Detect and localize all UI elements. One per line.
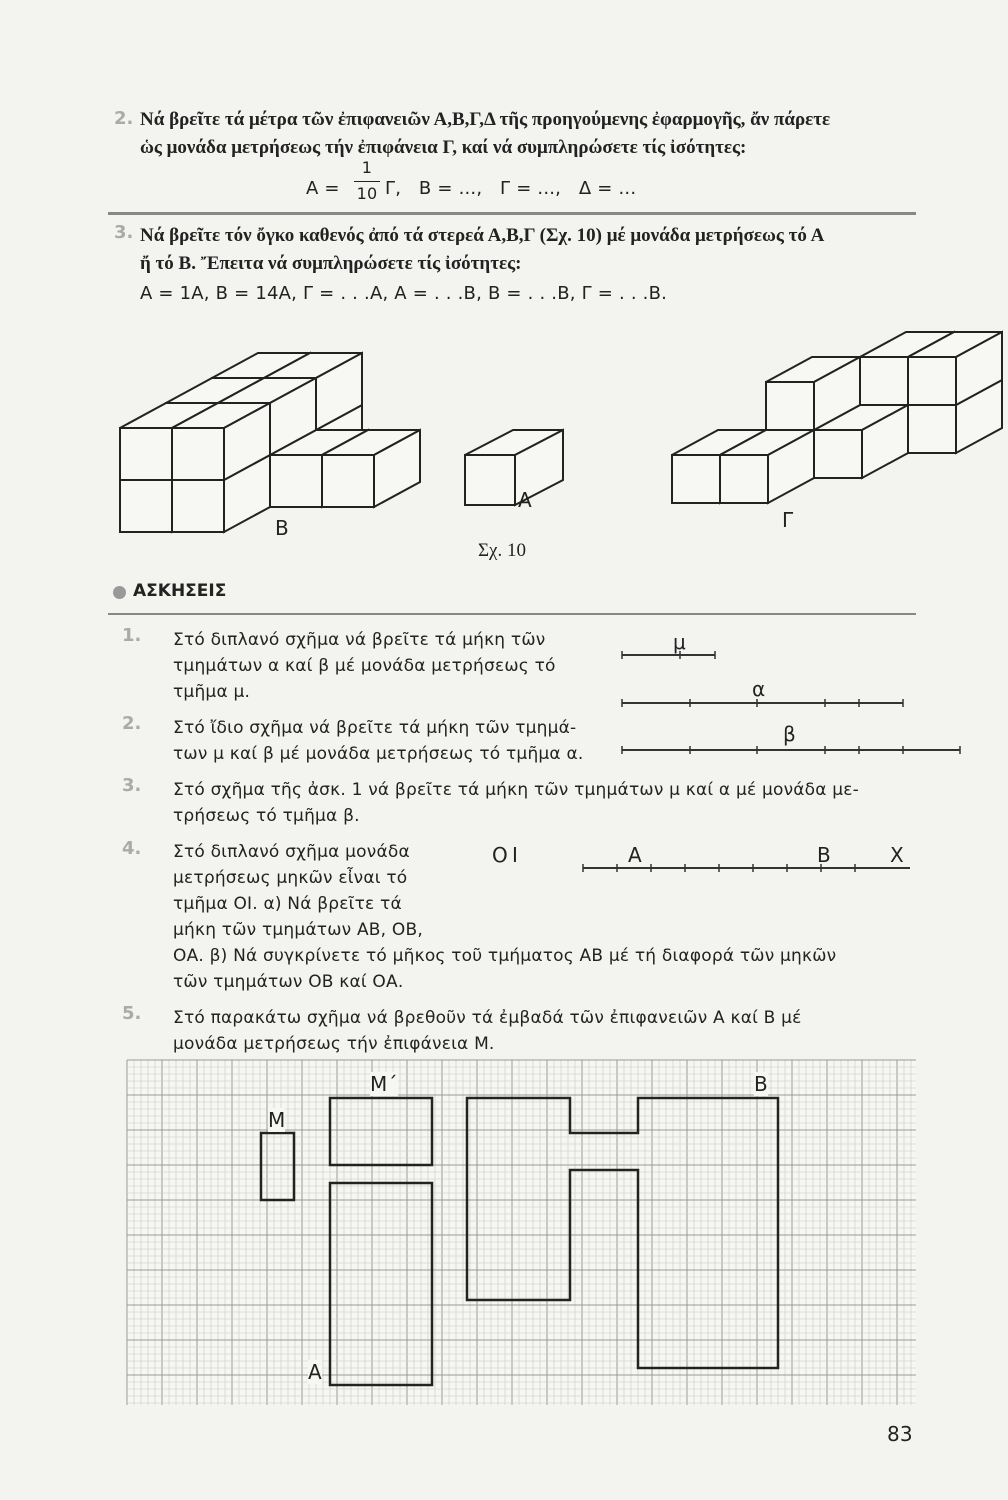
point-label-i: Ι [512,843,519,867]
exercise-equations: Α = 1Α, Β = 14Α, Γ = . . .Α, Α = . . .Β, Β = . . .Β, Γ = . . .Β. [140,283,668,304]
solid-g-cube-front [860,357,908,405]
exercise-number: 4. [122,838,142,859]
solid-a-cube-front [465,455,515,505]
solid-b-cube-front [120,428,172,480]
segment-figure [583,651,960,872]
solid-b-cube-front [120,480,172,532]
exercise-text: Νά βρεῖτε τόν ὄγκο καθενός ἀπό τά στερεά Α,Β,Γ (Σχ. 10) μέ μονάδα μετρήσεως τό Α [140,225,825,246]
point-label-b: Β [817,843,831,867]
grid-paper [127,1060,916,1405]
section-heading: ΑΣΚΗΣΕΙΣ [133,581,227,601]
solid-label-g: Γ [782,508,794,532]
exercise-text: τρήσεως τό τμῆμα β. [173,806,360,826]
solid-b-cube-front [270,455,322,507]
point-label-x: Χ [890,843,904,867]
equation-left: Α = [306,178,340,199]
figure-10-solids [120,332,1002,532]
exercise-text: ὡς μονάδα μετρήσεως τήν ἐπιφάνεια Γ, καί νά συμπληρώσετε τίς ἰσότητες: [140,137,747,158]
solid-b-cube-front [322,455,374,507]
exercise-number: 3. [122,775,142,796]
shape-label-a: Α [308,1360,322,1384]
solid-b-cube-front [172,428,224,480]
exercise-text: τμῆμα ΟΙ. α) Νά βρεῖτε τά [173,894,402,914]
figure-caption: Σχ. 10 [478,540,526,561]
solid-label-a: Α [518,488,532,512]
solid-g-cube-front [766,382,814,430]
segment-label-alpha: α [752,677,766,701]
segment-label-beta: β [783,722,796,746]
exercise-text: των μ καί β μέ μονάδα μετρήσεως τό τμῆμα α. [173,744,584,764]
exercise-number: 3. [114,222,134,243]
solid-g-cube-front [908,405,956,453]
exercise-text: Στό διπλανό σχῆμα μονάδα [173,842,410,862]
exercise-text: Στό σχῆμα τῆς ἀσκ. 1 νά βρεῖτε τά μήκη τῶν τμημάτων μ καί α μέ μονάδα με- [173,780,860,800]
solid-g-cube-front [908,357,956,405]
exercise-text: Στό παρακάτω σχῆμα νά βρεθοῦν τά ἐμβαδά τῶν ἐπιφανειῶν Α καί Β μέ [173,1008,802,1028]
exercise-text: ΟΑ. β) Νά συγκρίνετε τό μῆκος τοῦ τμήματος ΑΒ μέ τή διαφορά τῶν μηκῶν [173,946,837,966]
shape-label-m-prime: Μ΄ [370,1072,398,1096]
exercise-text: τμημάτων α καί β μέ μονάδα μετρήσεως τό [173,656,556,676]
exercise-text: τῶν τμημάτων ΟΒ καί ΟΑ. [173,972,404,992]
solid-g-cube-front [672,455,720,503]
exercise-text: τμῆμα μ. [173,682,251,702]
exercise-number: 5. [122,1003,142,1024]
exercise-number: 1. [122,625,142,646]
solid-g-cube-front [720,455,768,503]
equation-right: Γ, Β = ..., Γ = ..., Δ = ... [385,178,637,199]
shape-label-m: Μ [268,1108,286,1132]
exercise-text: ἤ τό Β. Ἔπειτα νά συμπληρώσετε τίς ἰσότητες: [140,253,522,274]
exercise-text: μήκη τῶν τμημάτων ΑΒ, ΟΒ, [173,920,423,940]
point-label-a: Α [628,843,642,867]
fraction-numerator: 1 [361,158,373,177]
exercise-text: Νά βρεῖτε τά μέτρα τῶν ἐπιφανειῶν Α,Β,Γ,Δ τῆς προηγούμενης ἐφαρμογῆς, ἄν πάρετε [140,109,831,130]
point-label-o: Ο [492,843,508,867]
segment-label-mu: μ [673,630,686,654]
fraction-denominator: 10 [356,184,378,203]
exercise-text: Στό ἴδιο σχῆμα νά βρεῖτε τά μήκη τῶν τμημά- [173,718,577,738]
exercise-text: μονάδα μετρήσεως τήν ἐπιφάνεια Μ. [173,1034,495,1054]
solid-label-b: Β [275,516,289,540]
exercise-text: Στό διπλανό σχῆμα νά βρεῖτε τά μήκη τῶν [173,630,546,650]
exercise-text: μετρήσεως μηκῶν εἶναι τό [173,868,408,888]
exercise-number: 2. [122,713,142,734]
shape-label-b: Β [754,1072,768,1096]
grid-background [127,1060,916,1405]
solid-b-cube-front [172,480,224,532]
page-number: 83 [887,1422,913,1446]
divider [108,613,916,615]
exercise-number: 2. [114,108,134,129]
solid-g-cube-front [814,430,862,478]
bullet-icon [113,586,126,599]
